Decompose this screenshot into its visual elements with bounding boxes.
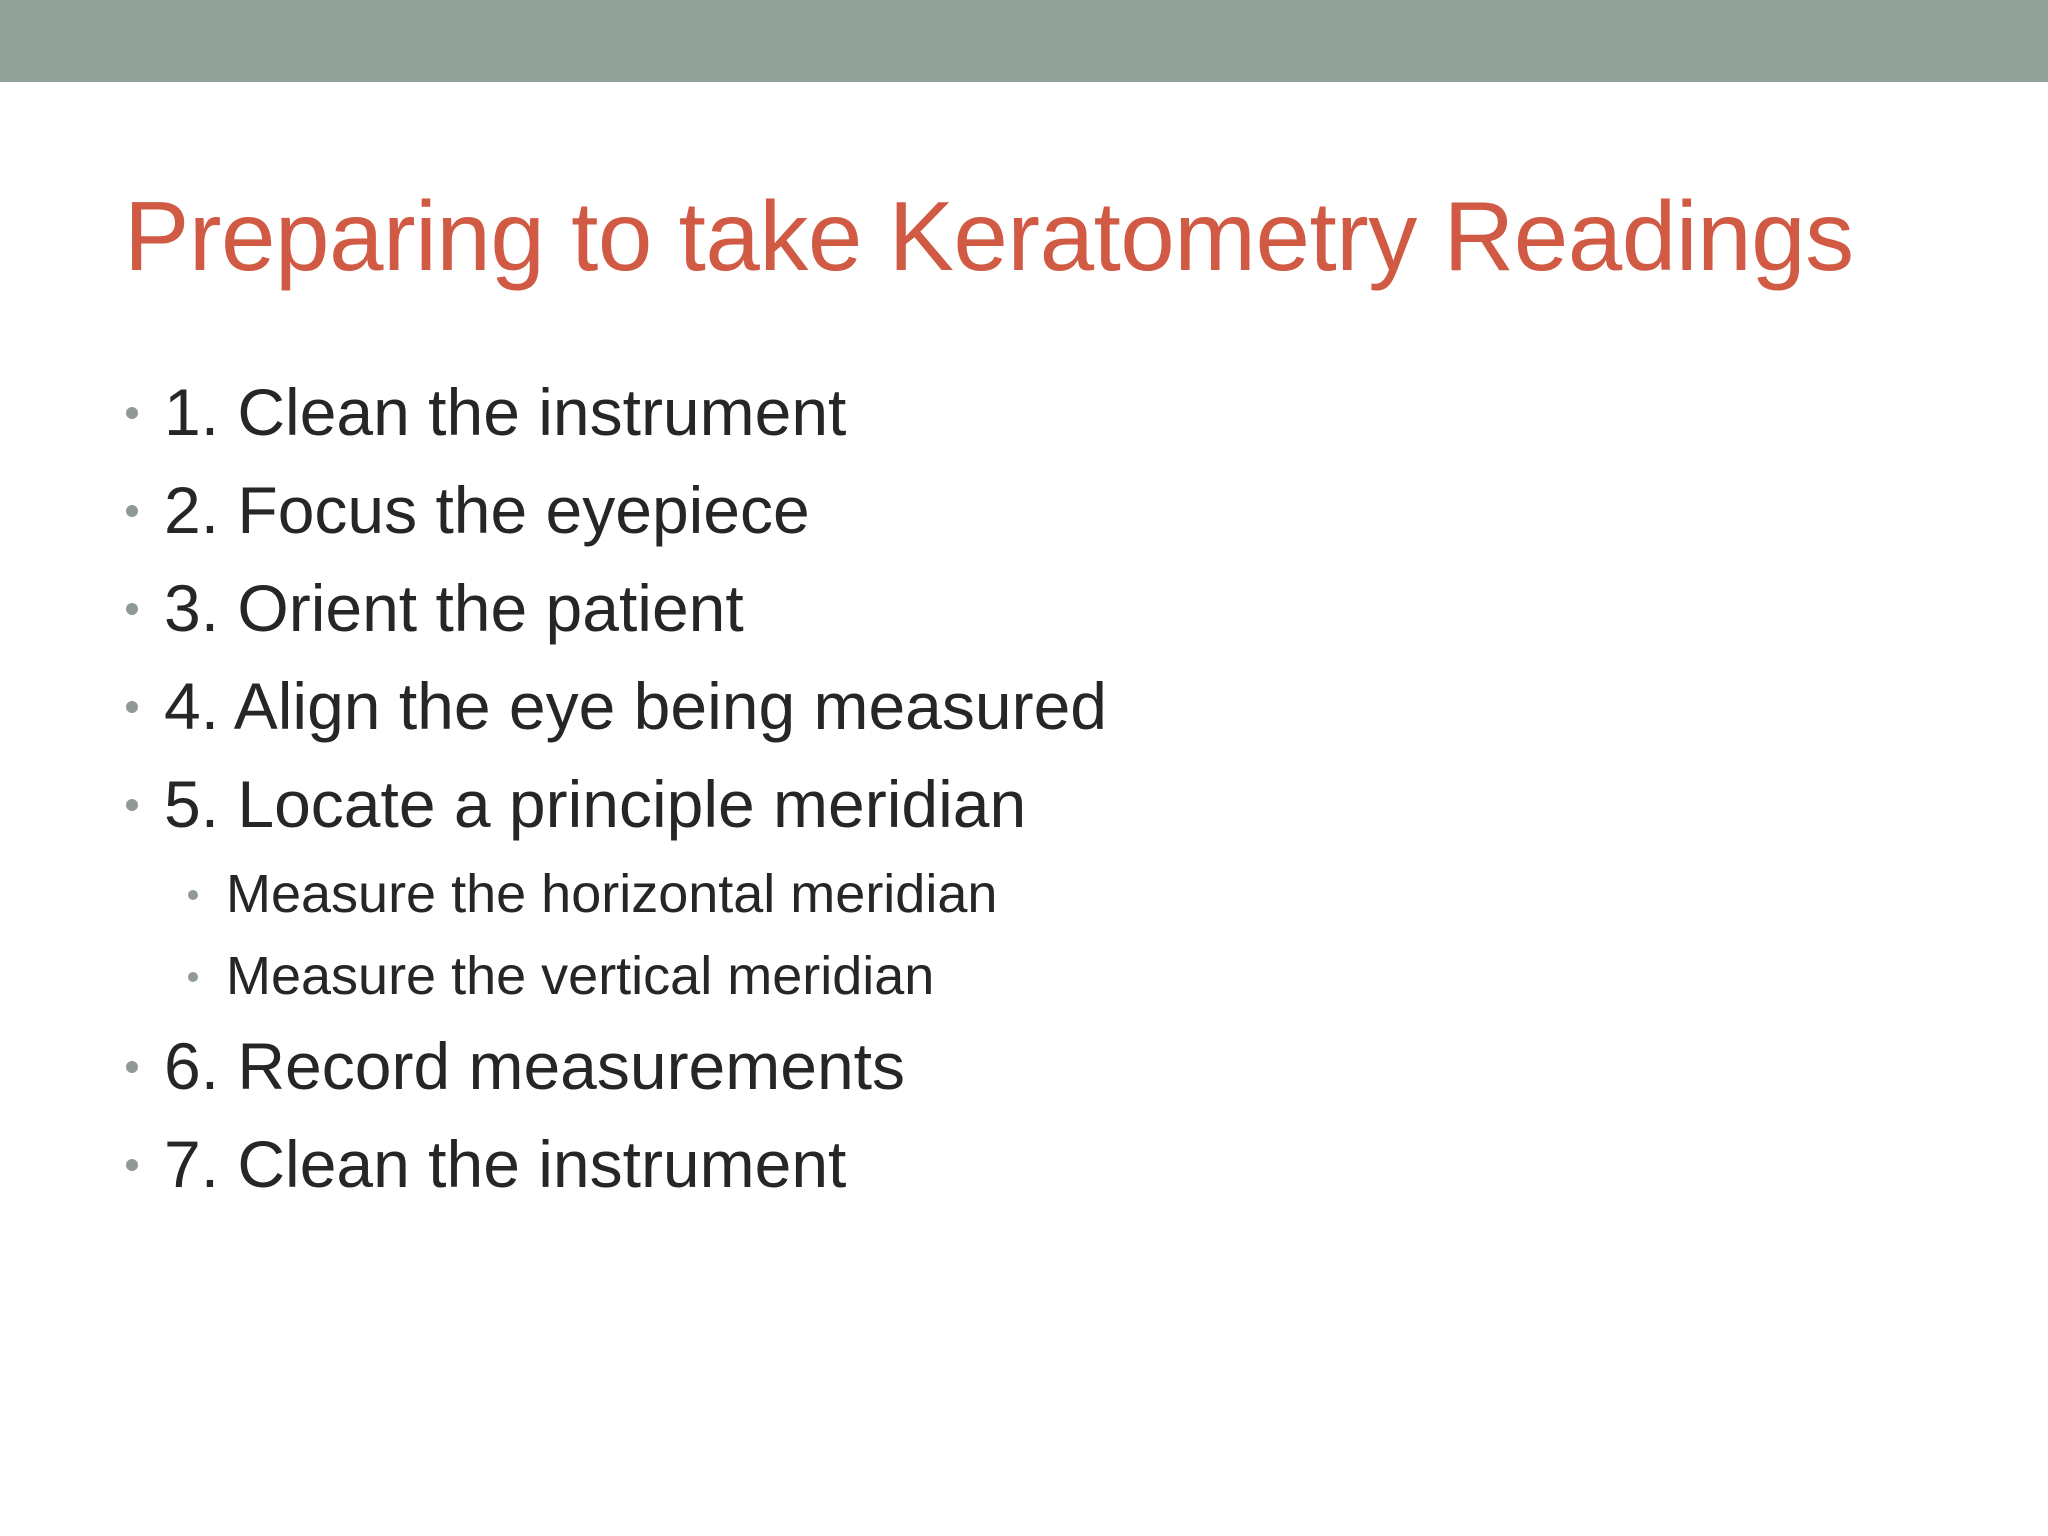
- bullet-item: [124, 461, 1924, 559]
- bullet-item: [124, 755, 1924, 853]
- bullet-list: [124, 363, 1924, 1213]
- bullet-item: [124, 559, 1924, 657]
- bullet-text: 1. Clean the instrument: [164, 375, 847, 449]
- bullet-item: [124, 1115, 1924, 1213]
- bullet-text: 6. Record measurements: [164, 1029, 905, 1103]
- bullet-text: 2. Focus the eyepiece: [164, 473, 810, 547]
- bullet-dot-icon: [126, 1061, 138, 1073]
- slide-title: Preparing to take Keratometry Readings: [124, 181, 1854, 291]
- bullet-dot-icon: [126, 799, 138, 811]
- sub-bullet-item: [124, 853, 1924, 935]
- bullet-text: 4. Align the eye being measured: [164, 669, 1107, 743]
- bullet-item: [124, 657, 1924, 755]
- sub-bullet-text: Measure the vertical meridian: [226, 946, 935, 1006]
- bullet-dot-icon: [126, 407, 138, 419]
- bullet-dot-icon: [126, 701, 138, 713]
- sub-bullet-item: [124, 935, 1924, 1017]
- bullet-text: 3. Orient the patient: [164, 571, 744, 645]
- top-accent-band: [0, 0, 2048, 82]
- bullet-text: 7. Clean the instrument: [164, 1127, 847, 1201]
- bullet-item: [124, 1017, 1924, 1115]
- bullet-dot-icon: [126, 603, 138, 615]
- bullet-dot-icon: [126, 505, 138, 517]
- sub-bullet-dot-icon: [188, 972, 198, 982]
- bullet-dot-icon: [126, 1159, 138, 1171]
- sub-bullet-text: Measure the horizontal meridian: [226, 864, 998, 924]
- sub-bullet-dot-icon: [188, 890, 198, 900]
- bullet-text: 5. Locate a principle meridian: [164, 767, 1027, 841]
- bullet-item: [124, 363, 1924, 461]
